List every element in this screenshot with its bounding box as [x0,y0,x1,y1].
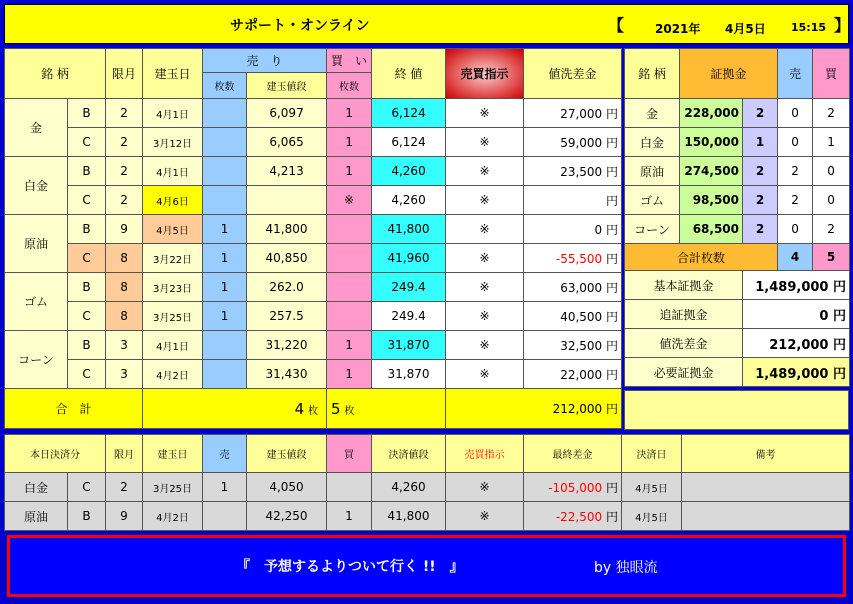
rrow-name: 白金 [625,128,680,157]
brow-note [682,473,850,502]
brow-sell: 1 [203,473,247,502]
col-gengetsu: 限月 [106,49,143,99]
row-month: 9 [106,215,143,244]
empty-area [624,390,849,430]
row-price: 41,800 [247,215,327,244]
row-type: B [68,157,106,186]
rrow-amount: 150,000 [680,128,743,157]
row-buy: 1 [327,157,372,186]
row-date: 4月1日 [143,331,203,360]
summary-label: 値洗差金 [625,329,743,358]
rrow-lots: 2 [743,99,778,128]
bcol-date: 建玉日 [143,435,203,473]
bracket-left: 【 [608,16,625,35]
bcol-settle-date: 決済日 [622,435,682,473]
row-neraisa: 40,500 円 [524,302,622,331]
row-date: 4月6日 [143,186,203,215]
row-buy: 1 [327,360,372,389]
summary-value: 1,489,000 円 [743,271,850,300]
row-month: 2 [106,128,143,157]
bcol-note: 備考 [682,435,850,473]
rrow-lots: 2 [743,186,778,215]
rrow-lots: 2 [743,215,778,244]
bcol-month: 限月 [106,435,143,473]
time: 15:15 [791,21,827,34]
brow-settle-price: 41,800 [372,502,446,531]
row-neraisa: 円 [524,186,622,215]
row-date: 4月5日 [143,215,203,244]
rrow-lots: 2 [743,157,778,186]
row-instr: ※ [446,128,524,157]
row-sell [203,186,247,215]
row-buy [327,302,372,331]
rrow-buy: 0 [813,157,850,186]
row-instr: ※ [446,360,524,389]
brow-instr: ※ [446,473,524,502]
row-neraisa: 32,500 円 [524,331,622,360]
bcol-buy: 買 [327,435,372,473]
row-type: C [68,302,106,331]
row-month: 3 [106,360,143,389]
row-sell [203,157,247,186]
row-close: 6,124 [372,99,446,128]
row-instr: ※ [446,244,524,273]
row-name: コーン [5,331,68,389]
brow-date: 3月25日 [143,473,203,502]
rrow-buy: 2 [813,215,850,244]
brow-final: -22,500 円 [524,502,622,531]
col-tate-neda: 建玉値段 [247,73,327,99]
summary-value: 212,000 円 [743,329,850,358]
bcol-price: 建玉値段 [247,435,327,473]
row-price: 6,065 [247,128,327,157]
brow-buy: 1 [327,502,372,531]
brow-settle-price: 4,260 [372,473,446,502]
rrow-buy: 2 [813,99,850,128]
row-instr: ※ [446,215,524,244]
row-instr: ※ [446,273,524,302]
brow-month: 2 [106,473,143,502]
total-lots-sell: 4 [778,244,813,271]
bcol-final: 最終差金 [524,435,622,473]
rrow-name: ゴム [625,186,680,215]
row-month: 8 [106,244,143,273]
brow-type: B [68,502,106,531]
total-amount: 212,000 円 [446,389,622,429]
row-instr: ※ [446,157,524,186]
rcol-meigara: 銘 柄 [625,49,680,99]
brow-date: 4月2日 [143,502,203,531]
bcol-sell: 売 [203,435,247,473]
settled-table [4,434,850,531]
row-name: 原油 [5,215,68,273]
row-month: 2 [106,99,143,128]
row-month: 3 [106,331,143,360]
row-type: B [68,273,106,302]
row-buy [327,273,372,302]
row-type: C [68,360,106,389]
row-sell: 1 [203,215,247,244]
row-price: 262.0 [247,273,327,302]
bcol-instr: 売買指示 [446,435,524,473]
col-kai: 買 い [327,49,372,73]
rcol-uri: 売 [778,49,813,99]
row-buy: 1 [327,331,372,360]
row-date: 3月25日 [143,302,203,331]
row-instr: ※ [446,302,524,331]
total-sell: 4 枚 [143,389,327,429]
brow-type: C [68,473,106,502]
row-neraisa: 0 円 [524,215,622,244]
row-buy [327,244,372,273]
margin-table [624,48,850,387]
row-type: B [68,215,106,244]
row-instr: ※ [446,99,524,128]
row-price: 257.5 [247,302,327,331]
row-type: C [68,186,106,215]
rrow-amount: 228,000 [680,99,743,128]
brow-month: 9 [106,502,143,531]
col-neraisa: 値洗差金 [524,49,622,99]
col-owarine: 終 値 [372,49,446,99]
brow-settle-date: 4月5日 [622,502,682,531]
row-close: 31,870 [372,331,446,360]
row-neraisa: 23,500 円 [524,157,622,186]
bcol-settle-price: 決済値段 [372,435,446,473]
rrow-name: 金 [625,99,680,128]
brow-price: 42,250 [247,502,327,531]
rrow-sell: 2 [778,157,813,186]
row-date: 4月1日 [143,157,203,186]
summary-value: 0 円 [743,300,850,329]
rrow-lots: 1 [743,128,778,157]
slogan-author: by 独眼流 [594,560,658,576]
slogan-banner [7,535,846,597]
brow-name: 原油 [5,502,68,531]
row-close: 249.4 [372,302,446,331]
summary-label: 必要証拠金 [625,358,743,387]
summary-label: 基本証拠金 [625,271,743,300]
positions-table [4,48,622,429]
brow-final: -105,000 円 [524,473,622,502]
col-uri: 売 り [203,49,327,73]
rrow-name: コーン [625,215,680,244]
row-type: B [68,99,106,128]
row-instr: ※ [446,186,524,215]
row-date: 3月22日 [143,244,203,273]
brow-instr: ※ [446,502,524,531]
row-price: 31,220 [247,331,327,360]
row-buy: 1 [327,128,372,157]
row-type: C [68,244,106,273]
col-tatebi: 建玉日 [143,49,203,99]
rrow-name: 原油 [625,157,680,186]
total-lots-label: 合計枚数 [625,244,778,271]
row-neraisa: 22,000 円 [524,360,622,389]
row-month: 2 [106,157,143,186]
row-price: 40,850 [247,244,327,273]
rrow-sell: 0 [778,215,813,244]
row-name: 金 [5,99,68,157]
brow-note [682,502,850,531]
date-year: 2021年 [655,22,701,36]
bcol-today: 本日決済分 [5,435,106,473]
row-sell: 1 [203,273,247,302]
col-baibai: 売買指示 [446,49,524,99]
app-title: サポート・オンライン [230,18,370,34]
row-sell: 1 [203,244,247,273]
brow-sell [203,502,247,531]
row-date: 3月12日 [143,128,203,157]
rcol-kai: 買 [813,49,850,99]
row-close: 6,124 [372,128,446,157]
row-neraisa: 63,000 円 [524,273,622,302]
brow-settle-date: 4月5日 [622,473,682,502]
summary-label: 追証拠金 [625,300,743,329]
row-name: 白金 [5,157,68,215]
row-type: B [68,331,106,360]
row-month: 2 [106,186,143,215]
total-lots-buy: 5 [813,244,850,271]
row-sell [203,99,247,128]
row-close: 41,960 [372,244,446,273]
rrow-buy: 1 [813,128,850,157]
brow-buy [327,473,372,502]
row-price [247,186,327,215]
rrow-sell: 0 [778,99,813,128]
rrow-amount: 274,500 [680,157,743,186]
slogan-text: 『 予想するよりついて行く !! 』 [236,559,464,575]
row-date: 4月1日 [143,99,203,128]
row-neraisa: 59,000 円 [524,128,622,157]
row-sell [203,331,247,360]
rrow-amount: 68,500 [680,215,743,244]
date-month-day: 4月5日 [725,22,766,36]
row-price: 6,097 [247,99,327,128]
total-buy: 5 枚 [327,389,446,429]
header-bar [4,4,849,44]
summary-value: 1,489,000 円 [743,358,850,387]
row-close: 4,260 [372,186,446,215]
row-buy: 1 [327,99,372,128]
bracket-right: 】 [834,16,851,35]
row-date: 3月23日 [143,273,203,302]
row-month: 8 [106,302,143,331]
row-price: 31,430 [247,360,327,389]
row-sell: 1 [203,302,247,331]
rrow-sell: 2 [778,186,813,215]
row-buy: ※ [327,186,372,215]
row-instr: ※ [446,331,524,360]
row-name: ゴム [5,273,68,331]
brow-price: 4,050 [247,473,327,502]
brow-name: 白金 [5,473,68,502]
rrow-sell: 0 [778,128,813,157]
row-close: 4,260 [372,157,446,186]
col-meigara: 銘 柄 [5,49,106,99]
row-buy [327,215,372,244]
row-date: 4月2日 [143,360,203,389]
row-month: 8 [106,273,143,302]
row-close: 249.4 [372,273,446,302]
col-buy-lots: 枚数 [327,73,372,99]
row-price: 4,213 [247,157,327,186]
row-type: C [68,128,106,157]
row-sell [203,128,247,157]
rcol-shokokin: 証拠金 [680,49,778,99]
row-close: 41,800 [372,215,446,244]
col-sell-lots: 枚数 [203,73,247,99]
total-label: 合 計 [5,389,143,429]
row-neraisa: 27,000 円 [524,99,622,128]
row-sell [203,360,247,389]
rrow-amount: 98,500 [680,186,743,215]
row-close: 31,870 [372,360,446,389]
row-neraisa: -55,500 円 [524,244,622,273]
rrow-buy: 0 [813,186,850,215]
